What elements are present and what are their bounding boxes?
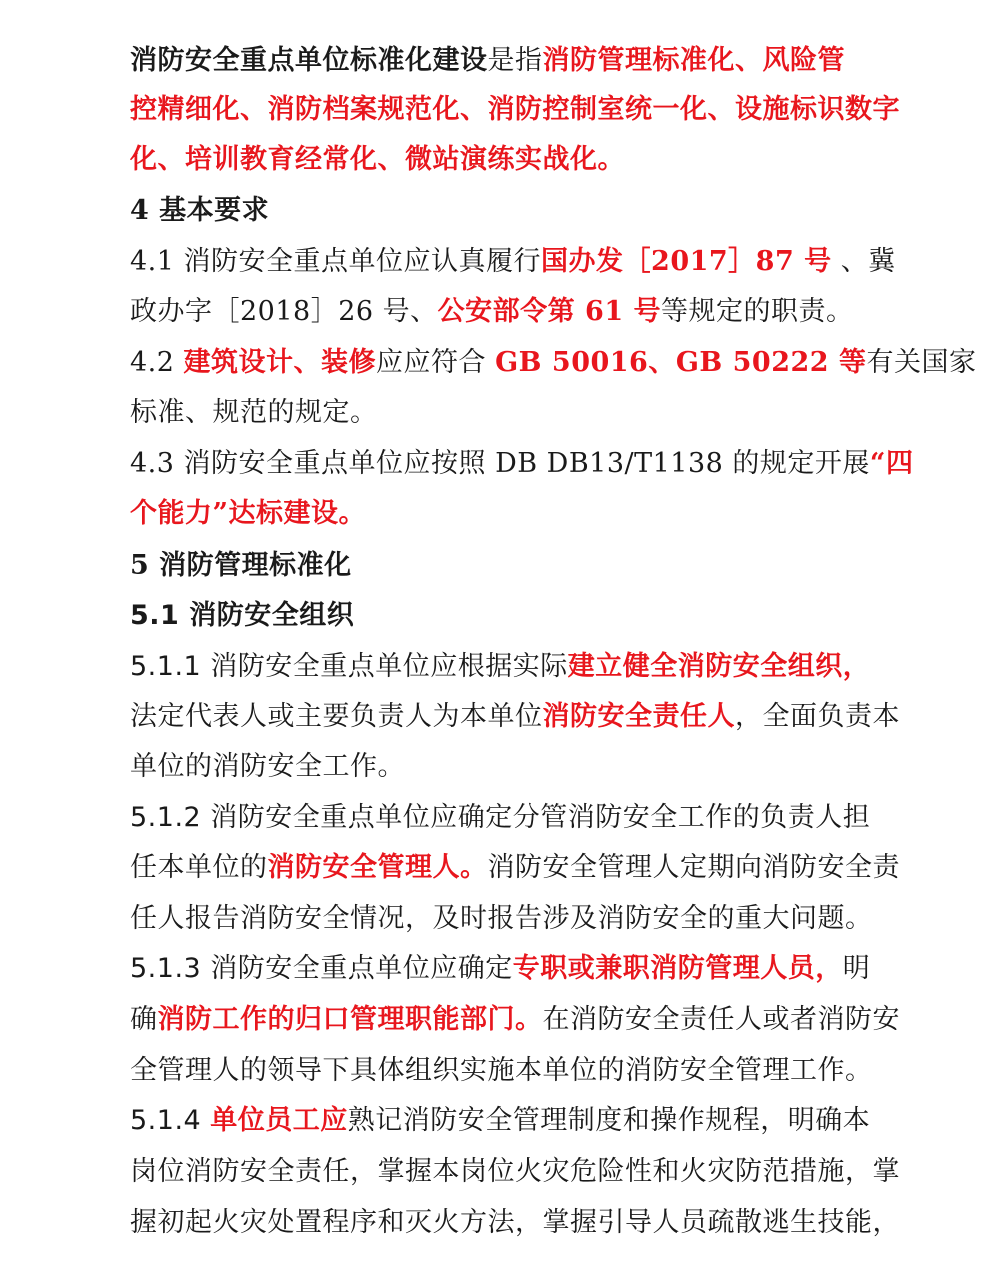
body-text: 有关国家 [866,347,977,378]
text-line [130,338,977,388]
body-text: 岗位消防安全责任，掌握本岗位火灾危险性和火灾防范措施，掌 [130,1156,900,1187]
text-line [130,388,875,438]
body-text: 政办字［2018］26 号、 [130,296,438,327]
text-line [130,541,875,591]
body-text: 5.1.2 消防安全重点单位应确定分管消防安全工作的负责人担 [130,802,871,833]
text-line [130,742,875,792]
highlighted-text: 国办发［2017］87 号 [541,246,832,277]
highlighted-text: 建立健全消防安全组织， [567,651,871,682]
highlighted-text: 建筑设计、装修 [183,347,377,378]
body-text: 5.1.1 消防安全重点单位应根据实际 [130,651,568,682]
text-line [130,995,900,1045]
body-text: 全管理人的领导下具体组织实施本单位的消防安全管理工作。 [130,1055,873,1086]
highlighted-text: 控精细化、消防档案规范化、消防控制室统一化、设施标识数字 [130,94,900,125]
body-text: 5.1.3 消防安全重点单位应确定 [130,953,513,984]
text-line [130,1147,900,1197]
body-text: 熟记消防安全管理制度和操作规程，明确本 [347,1105,871,1136]
body-text: 任人报告消防安全情况，及时报告涉及消防安全的重大问题。 [130,903,873,934]
highlighted-text: “四 [869,448,914,479]
highlighted-text: 消防管理标准化、风险管 [542,45,845,76]
body-text: 标准、规范的规定。 [130,397,378,428]
body-text: 是指 [487,45,543,76]
body-text: 4.1 消防安全重点单位应认真履行 [130,246,542,277]
body-text: 5.1.4 [130,1105,211,1136]
text-line [130,439,914,489]
body-text: 消防安全重点单位标准化建设 [130,45,488,76]
text-line [130,287,875,337]
text-line [130,36,875,86]
text-line [130,1046,875,1096]
text-line [130,186,875,236]
highlighted-text: 消防安全责任人 [542,701,735,732]
text-line [130,692,900,742]
text-line [130,135,875,185]
text-line [130,944,875,994]
body-text: 5 消防管理标准化 [130,550,352,581]
text-line [130,642,875,692]
text-line [130,843,900,893]
body-text: 、冀 [831,246,896,277]
highlighted-text: 公安部令第 61 号 [437,296,662,327]
text-line [130,1096,875,1146]
body-text: 法定代表人或主要负责人为本单位 [130,701,543,732]
text-line [130,85,900,135]
body-text: 5.1 消防安全组织 [130,600,355,631]
body-text: 任本单位的 [130,852,268,883]
body-text: 握初起火灾处置程序和灭火方法，掌握引导人员疏散逃生技能， [130,1207,900,1238]
body-text: 4.2 [130,347,184,378]
body-text: 单位的消防安全工作。 [130,751,405,782]
body-text: ，全面负责本 [735,701,900,732]
highlighted-text: 个能力”达标建设。 [130,498,367,529]
text-line [130,1198,900,1248]
highlighted-text: 专职或兼职消防管理人员， [512,953,843,984]
body-text: 4.3 消防安全重点单位应按照 DB DB13/T1138 的规定开展 [130,448,870,479]
body-text: 应应符合 [376,347,496,378]
body-text: 在消防安全责任人或者消防安 [542,1004,900,1035]
body-text: 等规定的职责。 [661,296,854,327]
highlighted-text: 单位员工应 [210,1105,348,1136]
text-line [130,793,875,843]
body-text: 消防安全管理人定期向消防安全责 [487,852,900,883]
highlighted-text: GB 50016、GB 50222 等 [495,347,867,378]
body-text: 明 [842,953,871,984]
highlighted-text: 化、培训教育经常化、微站演练实战化。 [130,144,625,175]
text-line [130,489,875,539]
highlighted-text: 消防工作的归口管理职能部门。 [157,1004,543,1035]
body-text: 确 [130,1004,158,1035]
body-text: 4 基本要求 [130,195,270,226]
text-line [130,591,875,641]
text-line [130,894,875,944]
text-line [130,237,896,287]
highlighted-text: 消防安全管理人。 [267,852,488,883]
